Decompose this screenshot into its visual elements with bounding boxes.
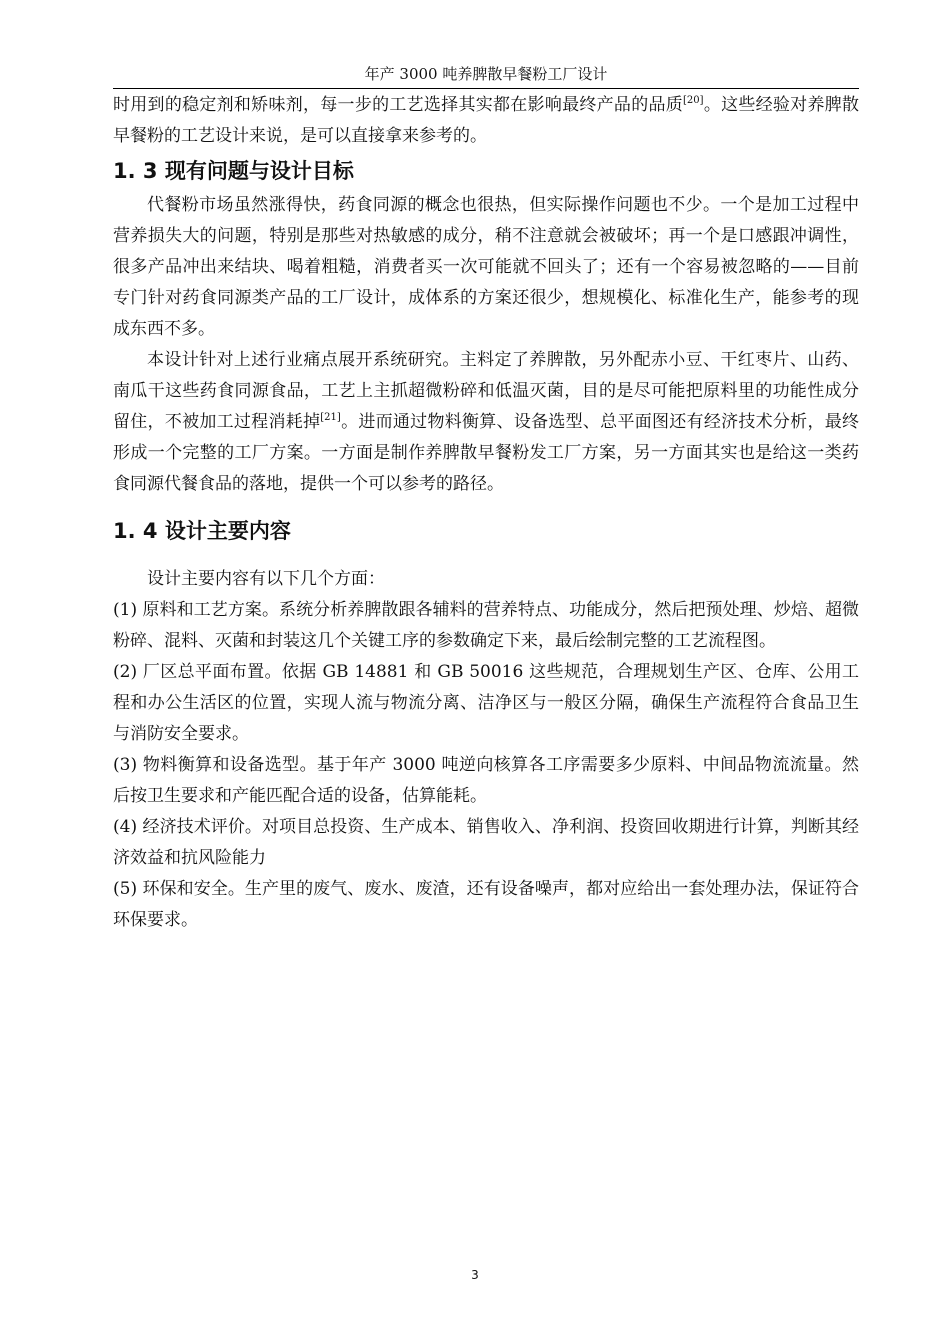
page-number: 3 [471, 1268, 479, 1282]
citation-21: [21] [320, 412, 341, 423]
content-item-3: (3) 物料衡算和设备选型。基于年产 3000 吨逆向核算各工序需要多少原料、中间品物流流量。然后按卫生要求和产能匹配合适的设备，估算能耗。 [113, 755, 859, 806]
intro-text-a: 时用到的稳定剂和矫味剂，每一步的工艺选择其实都在影响最终产品的品质 [113, 95, 684, 115]
content-item-5: (5) 环保和安全。生产里的废气、废水、废渣，还有设备噪声，都对应给出一套处理办法，保证符合环保要求。 [113, 879, 859, 930]
section-heading-1-4: 1. 4 设计主要内容 [113, 519, 291, 543]
running-header: 年产 3000 吨养脾散早餐粉工厂设计 [113, 64, 859, 89]
intro-paragraph [113, 90, 859, 152]
page-body [113, 90, 859, 936]
goals-paragraph [113, 345, 859, 500]
content-item-4: (4) 经济技术评价。对项目总投资、生产成本、销售收入、净利润、投资回收期进行计算，判断其经济效益和抗风险能力 [113, 817, 859, 868]
section-heading-1-3: 1. 3 现有问题与设计目标 [113, 159, 354, 183]
intro-text-b: 。这些经验对养脾散早餐粉的工艺设计来说，是可以直接拿来参考的。 [113, 95, 860, 146]
citation-20: [20] [683, 95, 704, 106]
content-item-1: (1) 原料和工艺方案。系统分析养脾散跟各辅料的营养特点、功能成分，然后把预处理、炒焙、超微粉碎、混料、灭菌和封装这几个关键工序的参数确定下来，最后绘制完整的工艺流程图。 [113, 600, 859, 651]
goals-text-b: 。进而通过物料衡算、设备选型、总平面图还有经济技术分析，最终形成一个完整的工厂方案。一方面是制作养脾散早餐粉发工厂方案，另一方面其实也是给这一类药食同源代餐食品的落地，提供一个可以参考的路径。 [113, 412, 860, 494]
problems-paragraph: 代餐粉市场虽然涨得快，药食同源的概念也很热，但实际操作问题也不少。一个是加工过程中营养损失大的问题，特别是那些对热敏感的成分，稍不注意就会被破坏；再一个是口感跟冲调性，很多产品冲出来结块、喝着粗糙，消费者买一次可能就不回头了；还有一个容易被忽略的——目前专门针对药食同源类产品的工厂设计，成体系的方案还很少，想规模化、标准化生产，能参考的现成东西不多。 [113, 195, 859, 339]
goals-text-a: 本设计针对上述行业痛点展开系统研究。主料定了养脾散，另外配赤小豆、干红枣片、山药、南瓜干这些药食同源食品，工艺上主抓超微粉碎和低温灭菌，目的是尽可能把原料里的功能性成分留住，不被加工过程消耗掉 [113, 350, 859, 432]
content-lead: 设计主要内容有以下几个方面： [147, 569, 385, 589]
content-item-2: (2) 厂区总平面布置。依据 GB 14881 和 GB 50016 这些规范，合理规划生产区、仓库、公用工程和办公生活区的位置，实现人流与物流分离、洁净区与一般区分隔，确保生产流程符合食品卫生与消防安全要求。 [113, 662, 859, 744]
